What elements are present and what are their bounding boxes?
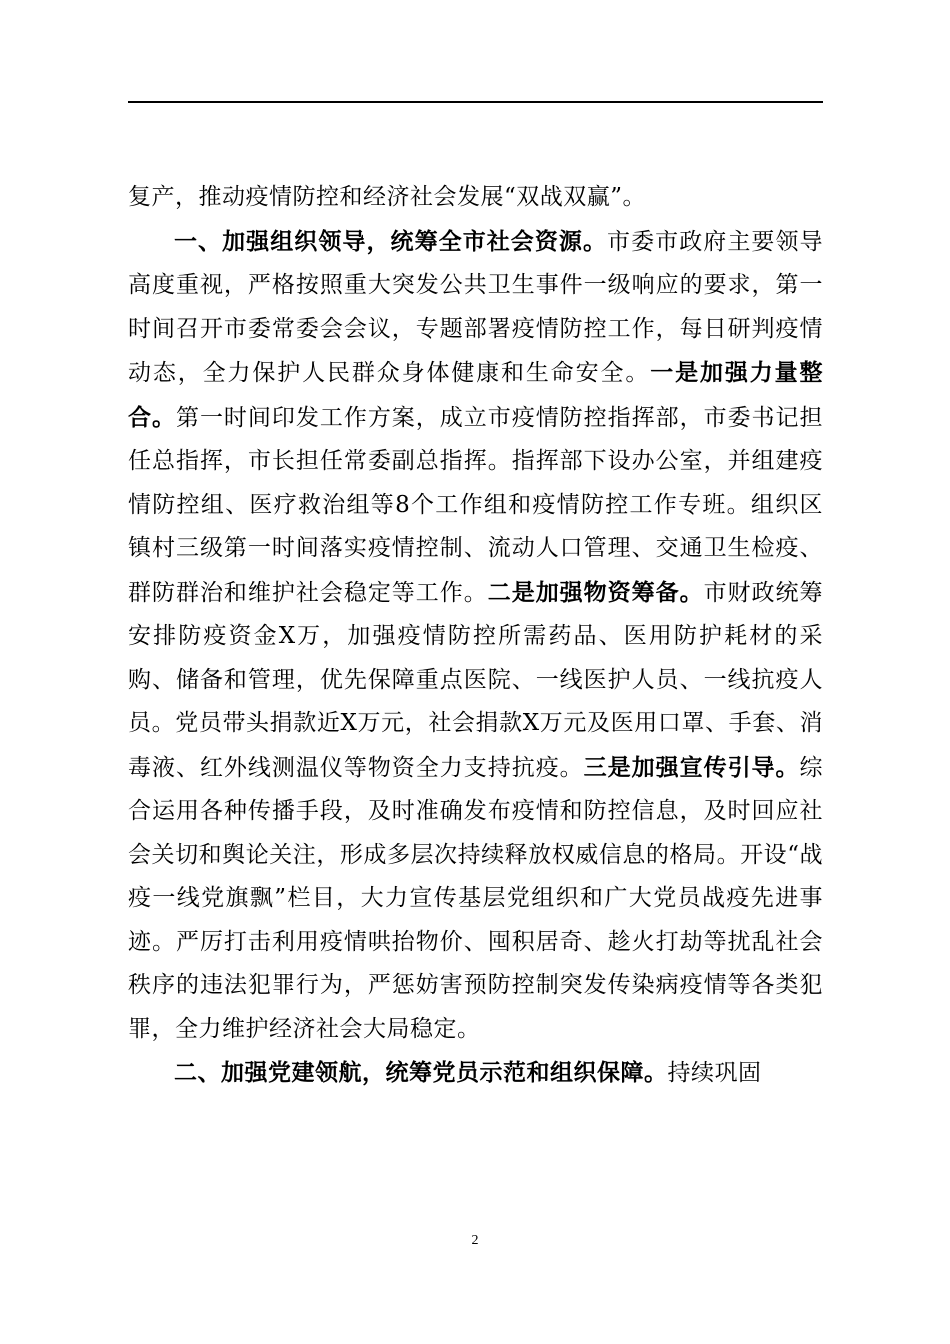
paragraph-section-two [128,1051,823,1096]
section-heading-two: 二、加强党建领航，统筹党员示范和组织保障。 [174,1059,668,1086]
subheading-three: 三是加强宣传引导。 [583,753,800,781]
paragraph-continuation [128,176,823,220]
subheading-two: 二是加强物资筹备。 [487,578,704,606]
paragraph-text: 市委市政府主要领导高度重视，严格按照重大突发公共卫生事件一级响应的要求，第一时间召开市委常委会会议，专题部署疫情防控工作，每日研判疫情动态，全力保护人民群众身体健康和生命安全。 [128,228,824,386]
document-body [128,176,823,1096]
paragraph-text: 市财政统筹安排防疫资金X万，加强疫情防控所需药品、医用防护耗材的采购、储备和管理，优先保障重点医院、一线医护人员、一线抗疫人员。党员带头捐款近X万元，社会捐款X万元及医用口罩、手套、消毒液、红外线测温仪等物资全力支持抗疫。 [128,579,824,781]
page-number: 2 [471,1233,479,1248]
subheading-one: 一是加强力量整合。 [128,359,824,431]
paragraph-section-one [128,220,823,1052]
paragraph-text: 综合运用各种传播手段，及时准确发布疫情和防控信息，及时回应社会关切和舆论关注，形成多层次持续释放权威信息的格局。开设“战疫一线党旗飘”栏目，大力宣传基层党组织和广大党员战疫先进事迹。严厉打击利用疫情哄抬物价、囤积居奇、趁火打劫等扰乱社会秩序的违法犯罪行为，严惩妨害预防控制突发传染病疫情等各类犯罪，全力维护经济社会大局稳定。 [128,754,824,1042]
header-rule [128,101,823,103]
paragraph-text: 复产，推动疫情防控和经济社会发展“双战双赢”。 [128,184,647,210]
paragraph-text: 第一时间印发工作方案，成立市疫情防控指挥部，市委书记担任总指挥，市长担任常委副总指挥。指挥部下设办公室，并组建疫情防控组、医疗救治组等8个工作组和疫情防控工作专班。组织区镇村三级第一时间落实疫情控制、流动人口管理、交通卫生检疫、群防群治和维护社会稳定等工作。 [128,404,824,606]
paragraph-text: 持续巩固 [667,1060,762,1086]
section-heading-one: 一、加强组织领导，统筹全市社会资源。 [174,227,608,255]
